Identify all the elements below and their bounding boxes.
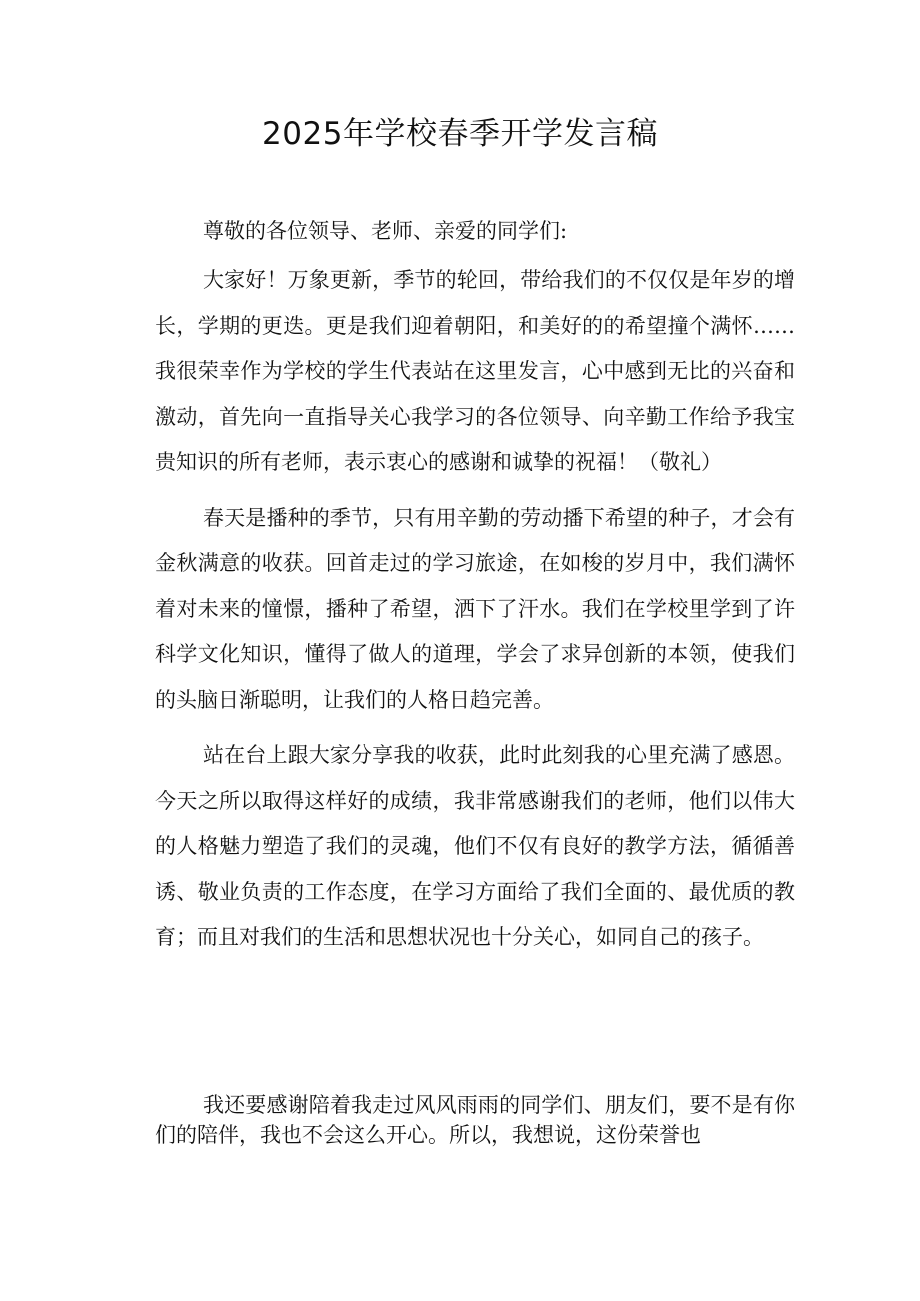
paragraph-gratitude-classmates: 我还要感谢陪着我走过风风雨雨的同学们、朋友们，要不是有你们的陪伴，我也不会这么开心。所以，我想说，这份荣誉也	[155, 1093, 795, 1147]
paragraph-spring: 春天是播种的季节，只有用辛勤的劳动播下希望的种子，才会有金秋满意的收获。回首走过的学习旅途，在如梭的岁月中，我们满怀着对未来的憧憬，播种了希望，洒下了汗水。我们在学校里学到了许科学文化知识，懂得了做人的道理，学会了求异创新的本领，使我们的头脑日渐聪明，让我们的人格日趋完善。	[155, 505, 795, 712]
speech-body	[155, 214, 795, 961]
paragraph-opening: 大家好！万象更新，季节的轮回，带给我们的不仅仅是年岁的增长，学期的更迭。更是我们迎着朝阳，和美好的的希望撞个满怀……我很荣幸作为学校的学生代表站在这里发言，心中感到无比的兴奋和激动，首先向一直指导关心我学习的各位领导、向辛勤工作给予我宝贵知识的所有老师，表示衷心的感谢和诚挚的祝福！（敬礼）	[155, 268, 795, 474]
paragraph-gratitude-teachers: 站在台上跟大家分享我的收获，此时此刻我的心里充满了感恩。今天之所以取得这样好的成绩，我非常感谢我们的老师，他们以伟大的人格魅力塑造了我们的灵魂，他们不仅有良好的教学方法，循循善诱、敬业负责的工作态度，在学习方面给了我们全面的、最优质的教育；而且对我们的生活和思想状况也十分关心，如同自己的孩子。	[155, 743, 795, 949]
document-title: 2025年学校春季开学发言稿	[262, 116, 658, 152]
speech-body-continued	[155, 1090, 795, 1150]
greeting-paragraph: 尊敬的各位领导、老师、亲爱的同学们:	[203, 219, 568, 243]
